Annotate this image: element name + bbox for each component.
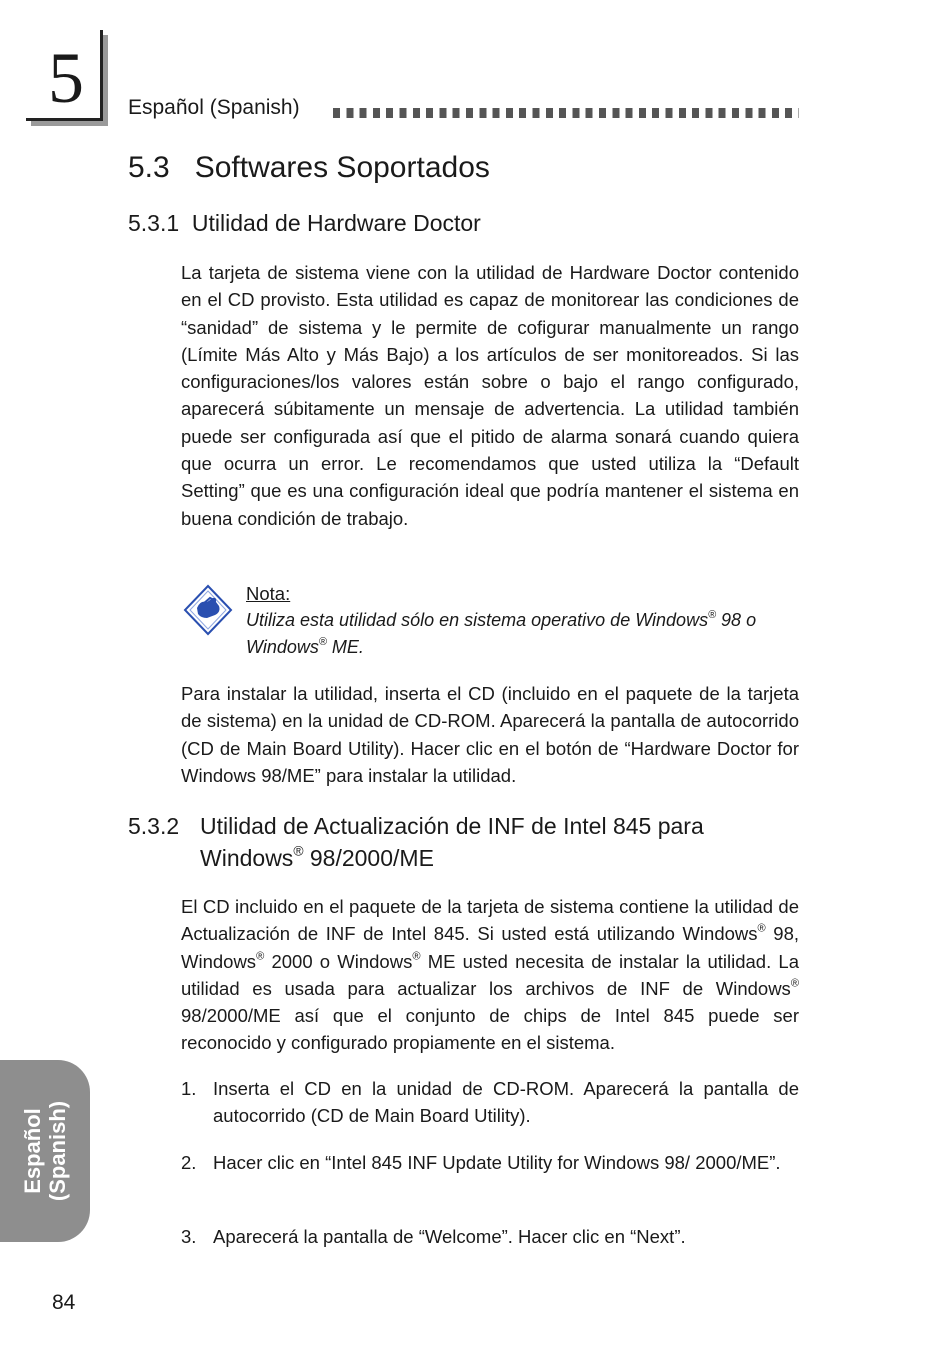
list-item-number: 1. <box>181 1078 197 1099</box>
page-number: 84 <box>52 1291 76 1314</box>
list-item <box>181 1223 799 1250</box>
list-item-number: 3. <box>181 1226 197 1247</box>
install-paragraph: Para instalar la utilidad, inserta el CD (incluido en el paquete de la tarjeta de sistema) en la unidad de CD-ROM. Aparecerá la pantalla de autocorrido (CD de Main Board Utility). Hacer clic en el botón de “Hardware Doctor for Windows 98/ME” para instalar la utilidad. <box>181 683 799 786</box>
list-item-text: Aparecerá la pantalla de “Welcome”. Hacer clic en “Next”. <box>213 1226 686 1247</box>
note-hand-icon <box>183 584 233 636</box>
list-item-text: Hacer clic en “Intel 845 INF Update Utility for Windows 98/ 2000/ME”. <box>213 1152 781 1173</box>
hardware-doctor-paragraph: La tarjeta de sistema viene con la utilidad de Hardware Doctor contenido en el CD provisto. Esta utilidad es capaz de monitorear las condiciones de “sanidad” de sistema y le permite de cofigurar manualmente un rango (Límite Más Alto y Más Bajo) a los artículos de ser monitoreados. Si las configuraciones/los valores están sobre o bajo el rango configurado, aparecerá súbitamente un mensaje de advertencia. La utilidad también puede ser configurada así que el pitido de alarma sonará cuando quiera que ocurra un error. Le recomendamos que usted utiliza la “Default Setting” que es una configuración ideal que podría mantener el sistema en buena condición de trabajo. <box>181 262 799 529</box>
list-item-number: 2. <box>181 1152 197 1173</box>
subsection-title-inf-update <box>128 810 800 874</box>
header-dotted-rule <box>333 108 799 118</box>
chapter-number: 5 <box>48 38 84 118</box>
list-item <box>181 1149 799 1176</box>
note-title: Nota: <box>246 583 291 604</box>
language-header: Español (Spanish) <box>128 96 300 119</box>
subsection-number: 5.3.2 <box>128 813 180 839</box>
list-item-text: Inserta el CD en la unidad de CD-ROM. Aparecerá la pantalla de autocorrido (CD de Main Board Utility). <box>213 1078 799 1127</box>
subsection-title-line1: Utilidad de Actualización de INF de Intel 845 para <box>200 813 704 839</box>
inf-update-paragraph: El CD incluido en el paquete de la tarjeta de sistema contiene la utilidad de Actualización de INF de Intel 845. Si usted está utilizando Windows® 98, Windows® 2000 o Windows® ME usted necesita de instalar la utilidad. La utilidad es usada para actualizar los archivos de INF de Windows® 98/2000/ME así que el conjunto de chips de Intel 845 puede ser reconocido y configurado propiamente en el sistema. <box>181 896 800 1054</box>
note-text: Utiliza esta utilidad sólo en sistema operativo de Windows® 98 o Windows® ME. <box>246 608 757 657</box>
side-tab-label: Español (Spanish) <box>20 1100 70 1202</box>
side-language-tab <box>0 1060 90 1242</box>
section-title: 5.3 Softwares Soportados <box>128 151 490 184</box>
list-item <box>181 1075 799 1130</box>
subsection-title-line2: Windows® 98/2000/ME <box>200 843 434 871</box>
subsection-title-hardware-doctor: 5.3.1 Utilidad de Hardware Doctor <box>128 210 481 236</box>
